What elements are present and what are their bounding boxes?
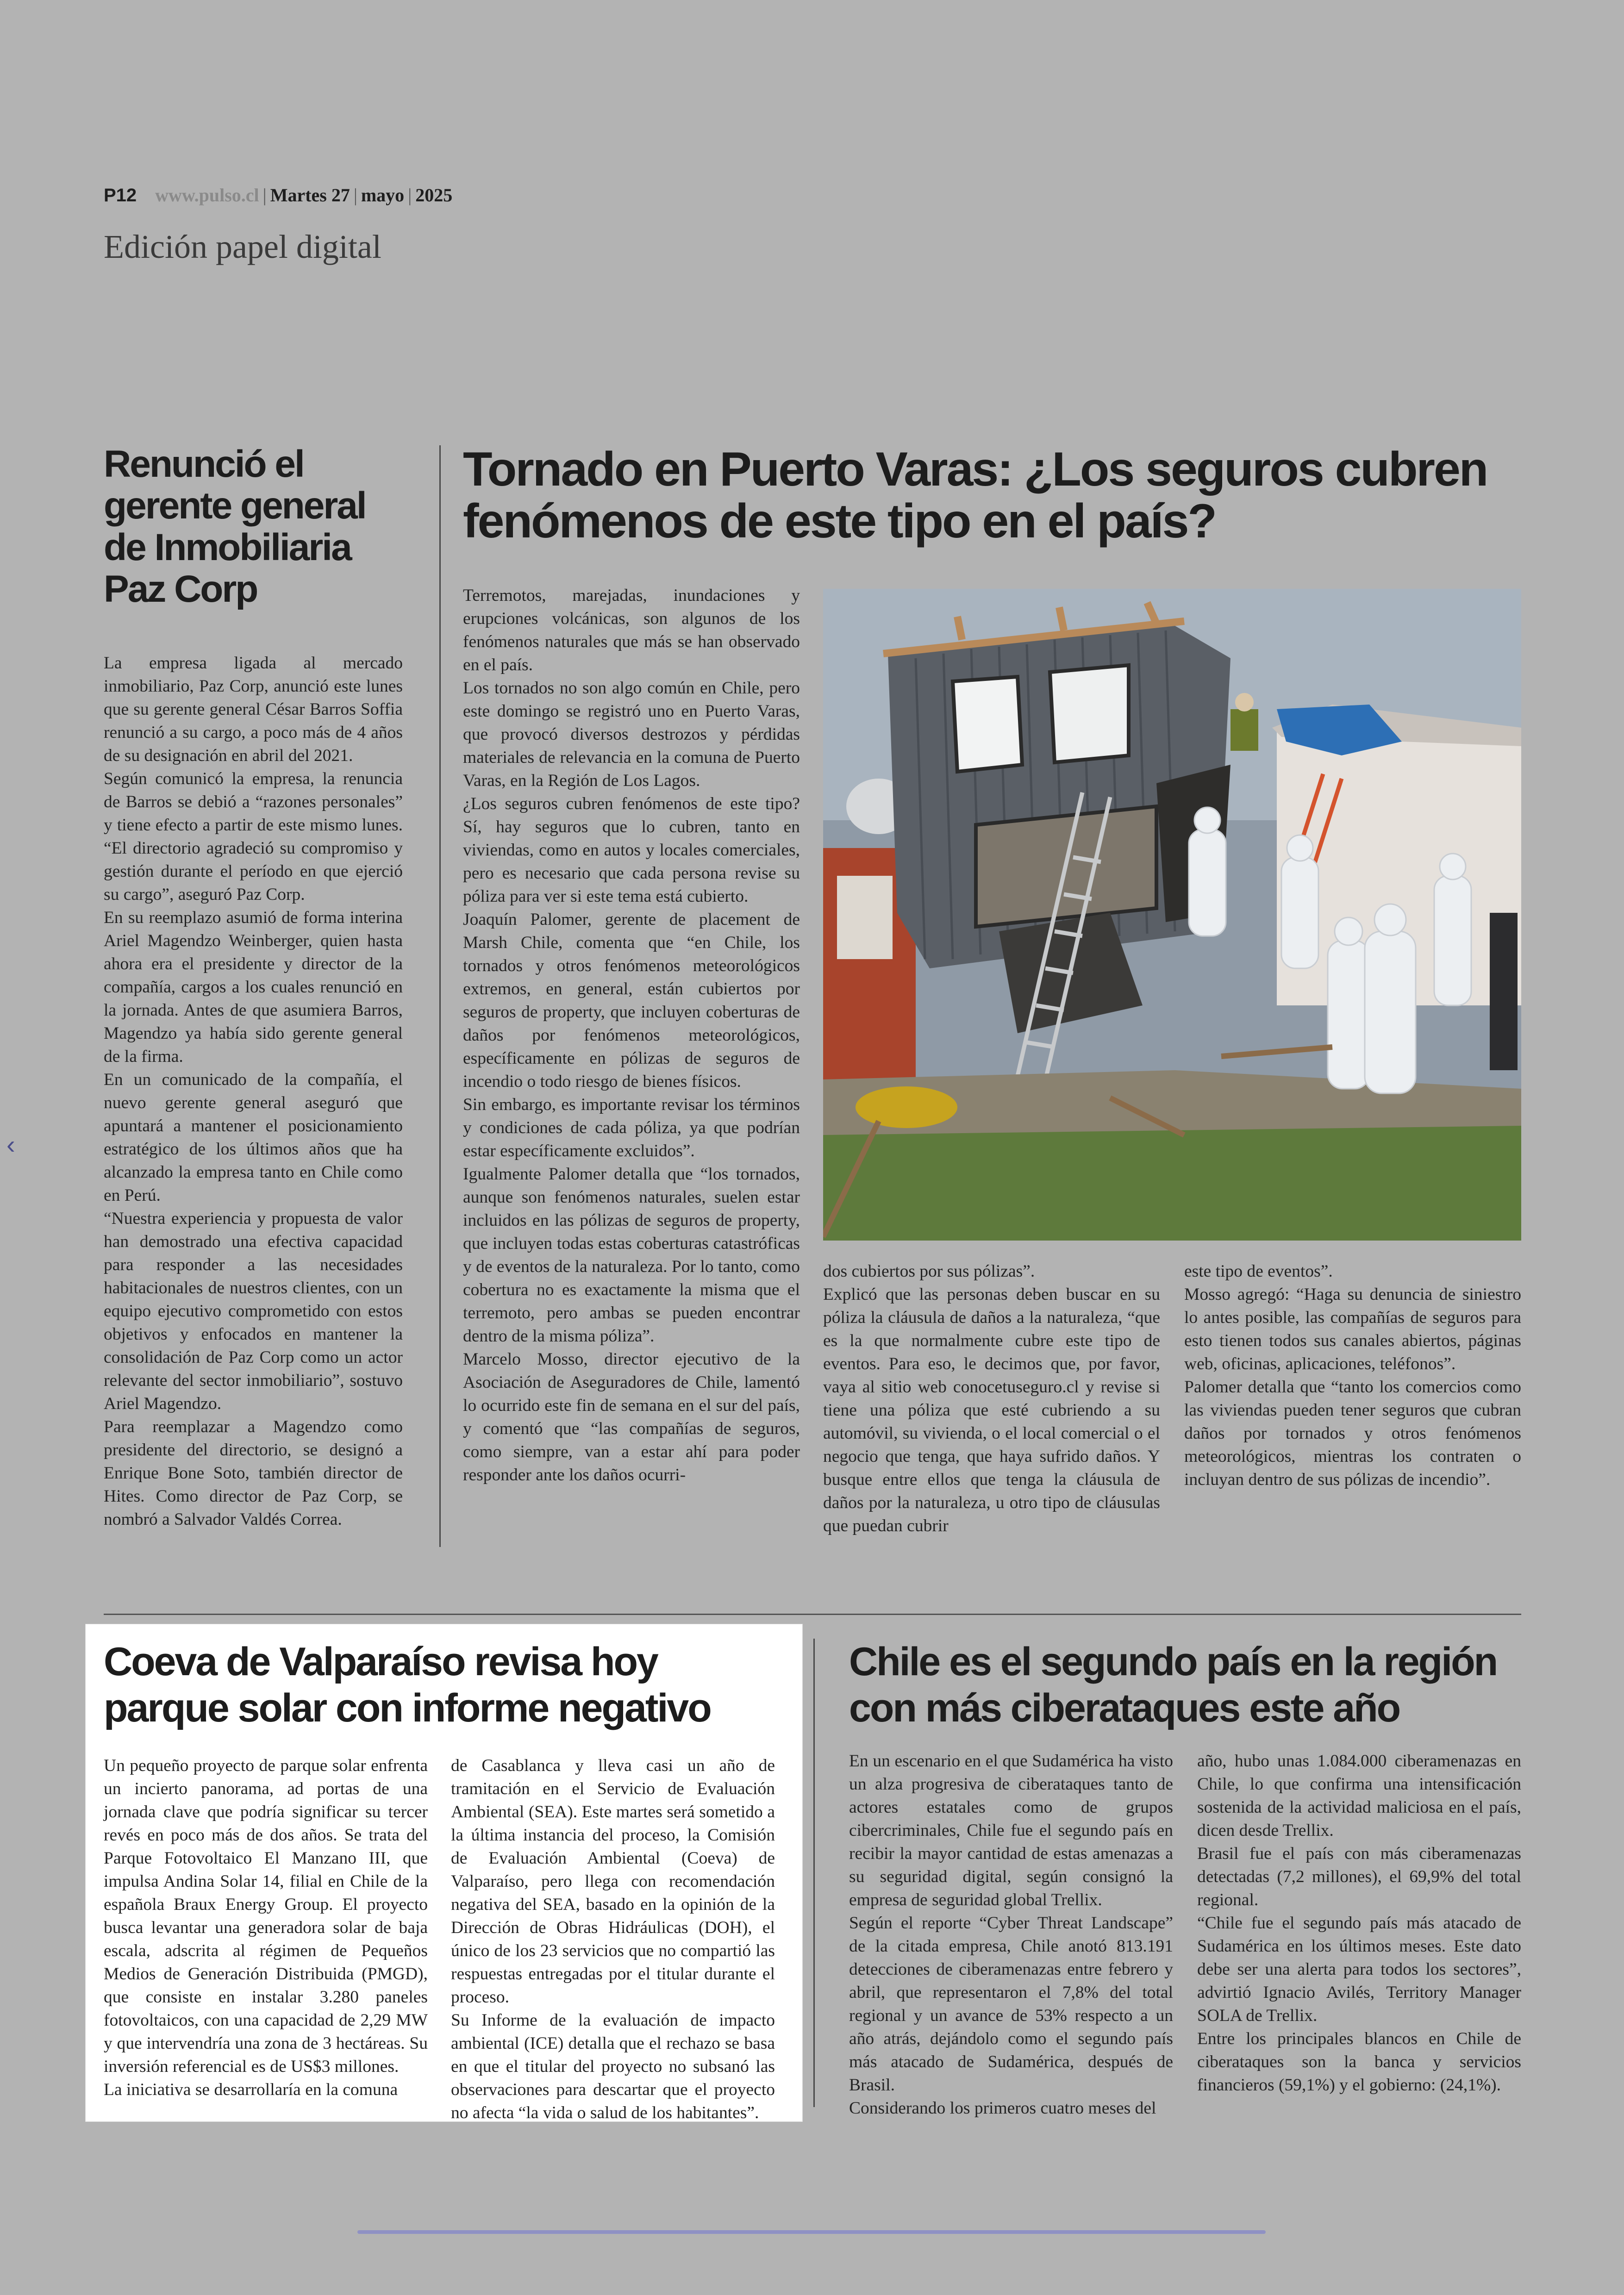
page-header: P12 www.pulso.cl | Martes 27 | mayo | 2025: [104, 185, 453, 206]
paragraph: La empresa ligada al mercado inmobiliario, Paz Corp, anunció este lunes que su gerente general César Barros Soffia renunció a su cargo, a poco más de 4 años de su designación en abril del 2021.: [104, 654, 403, 765]
paragraph: Según comunicó la empresa, la renuncia de Barros se debió a “razones personales” y tiene efecto a partir de este mismo lunes. “El directorio agradeció su compromiso y gestión durante el período en que ejerció su cargo”, aseguró Paz Corp.: [104, 769, 403, 904]
paragraph: Palomer detalla que “tanto los comercios como las viviendas pueden tener seguros que cubran daños por tornados y otros fenómenos meteorológicos, mientras los contraten o incluyan dentro de sus pólizas de incendio”.: [1184, 1378, 1521, 1489]
column-divider: [813, 1639, 815, 2107]
paragraph: Terremotos, marejadas, inundaciones y erupciones volcánicas, son algunos de los fenómenos naturales que más se han observado en el país.: [463, 586, 800, 674]
paragraph: de Casablanca y lleva casi un año de tramitación en el Servicio de Evaluación Ambiental (SEA). Este martes será sometido a la última instancia del proceso, la Comisión de Evaluación Ambiental (Coeva) de Valparaíso, pero llega con recomendación negativa del SEA, basado en la opinión de la Dirección de Obras Hidráulicas (DOH), el único de los 23 servicios que no compartió las respuestas entregadas por el titular durante el proceso.: [451, 1756, 775, 2007]
article-chile-title: Chile es el segundo país en la región con más ciberataques este año: [849, 1640, 1497, 1730]
paragraph: La iniciativa se desarrollaría en la comuna: [104, 2080, 398, 2099]
date-year: 2025: [415, 185, 453, 206]
paragraph: Sin embargo, es importante revisar los términos y condiciones de cada póliza, ya que podrían estar específicamente excluidos”.: [463, 1095, 800, 1160]
paragraph: En un escenario en el que Sudamérica ha visto un alza progresiva de ciberataques tanto de actores estatales como de grupos cibercriminales, Chile fue el segundo país en recibir la mayor cantidad de estas amenazas a su seguridad digital, según consignó la empresa de seguridad global Trellix.: [849, 1752, 1173, 1909]
article-coeva-column-1: [104, 1754, 428, 2102]
paragraph: “Nuestra experiencia y propuesta de valor han demostrado una efectiva capacidad para responder a las necesidades habitacionales de nuestros clientes, con un equipo ejecutivo comprometido con estos objetivos y enfocados en mantener la consolidación de Paz Corp como un actor relevante del sector inmobiliario”, sostuvo Ariel Magendzo.: [104, 1209, 403, 1413]
paragraph: este tipo de eventos”.: [1184, 1262, 1333, 1281]
page-scrollbar[interactable]: [357, 2230, 1266, 2234]
tornado-damage-photo: [823, 589, 1521, 1241]
paragraph: ¿Los seguros cubren fenómenos de este tipo? Sí, hay seguros que lo cubren, tanto en viviendas, como en autos y locales comerciales, pero es necesario que cada persona revise su póliza para ver si este tema está cubierto.: [463, 794, 800, 906]
paragraph: En un comunicado de la compañía, el nuevo gerente general aseguró que apuntará a mantener el posicionamiento estratégico de los últimos años que ha alcanzado la empresa tanto en Chile como en Perú.: [104, 1070, 403, 1205]
article-left-body: [104, 652, 403, 1531]
paragraph: Igualmente Palomer detalla que “los tornados, aunque son fenómenos naturales, suelen estar incluidos en las pólizas de seguros de property, que incluyen todas estas coberturas catastróficas y de eventos de la naturaleza. Por lo tanto, como cobertura no es exactamente la misma que el terremoto, pero ambas se pueden encontrar dentro de la misma póliza”.: [463, 1165, 800, 1346]
date-day: Martes 27: [270, 185, 350, 206]
article-chile-column-1: [849, 1750, 1173, 2120]
page-number: P12: [104, 185, 137, 206]
paragraph: Un pequeño proyecto de parque solar enfrenta un incierto panorama, ad portas de una jornada clave que podría significar su tercer revés en poco más de dos años. Se trata del Parque Fotovoltaico El Manzano III, que impulsa Andina Solar 14, filial en Chile de la española Braux Energy Group. El proyecto busca levantar una generadora solar de baja escala, adscrita al régimen de Pequeños Medios de Generación Distribuida (PMGD), que consiste en instalar 3.280 paneles fotovoltaicos, con una capacidad de 2,29 MW y que intervendría una zona de 3 hectáreas. Su inversión referencial es de US$3 millones.: [104, 1756, 428, 2076]
article-main-column-1: [463, 584, 800, 1487]
site-url[interactable]: www.pulso.cl: [155, 185, 259, 206]
paragraph: Mosso agregó: “Haga su denuncia de siniestro lo antes posible, las compañías de seguros para esto tienen todos sus canales abiertos, páginas web, oficinas, aplicaciones, teléfonos”.: [1184, 1285, 1521, 1373]
paragraph: Para reemplazar a Magendzo como presidente del directorio, se designó a Enrique Bone Soto, también director de Hites. Como director de Paz Corp, se nombró a Salvador Valdés Correa.: [104, 1417, 403, 1529]
paragraph: Marcelo Mosso, director ejecutivo de la Asociación de Aseguradores de Chile, lamentó lo ocurrido este fin de semana en el sur del país, y comentó que “las compañías de seguros, como siempre, van a estar ahí para poder responder ante los daños ocurri-: [463, 1350, 800, 1484]
column-divider: [439, 445, 441, 1547]
paragraph: año, hubo unas 1.084.000 ciberamenazas en Chile, lo que confirma una intensificación sostenida de la actividad maliciosa en el país, dicen desde Trellix.: [1197, 1752, 1521, 1840]
article-chile-column-2: [1197, 1750, 1521, 2097]
article-photo: [823, 589, 1521, 1241]
section-divider: [104, 1614, 1521, 1615]
article-main-column-3: [1184, 1260, 1521, 1491]
paragraph: Joaquín Palomer, gerente de placement de Marsh Chile, comenta que “en Chile, los tornados y otros fenómenos meteorológicos extremos, en general, están cubiertos por seguros de property, que incluyen coberturas de daños por fenómenos meteorológicos, específicamente en pólizas de seguros de incendio o todo riesgo de bienes físicos.: [463, 910, 800, 1091]
date-month: mayo: [361, 185, 405, 206]
paragraph: Su Informe de la evaluación de impacto ambiental (ICE) detalla que el rechazo se basa en que el titular del proyecto no subsanó las observaciones para descartar que el proyecto no afecta “la vida o salud de los habitantes”.: [451, 2011, 775, 2122]
previous-page-icon[interactable]: ‹: [6, 1130, 15, 1159]
paragraph: En su reemplazo asumió de forma interina Ariel Magendzo Weinberger, quien hasta ahora era el presidente y director de la compañía, cargos a los cuales renunció en la jornada. Antes de que asumiera Barros, Magendzo ya había sido gerente general de la firma.: [104, 908, 403, 1066]
edition-label: Edición papel digital: [104, 228, 381, 265]
paragraph: “Chile fue el segundo país más atacado de Sudamérica en los últimos meses. Este dato debe ser una alerta para todos los sectores”, advirtió Ignacio Avilés, Territory Manager SOLA de Trellix.: [1197, 1914, 1521, 2025]
paragraph: Los tornados no son algo común en Chile, pero este domingo se registró uno en Puerto Varas, que provocó diversos destrozos y pérdidas materiales de relevancia en la comuna de Puerto Varas, en la Región de Los Lagos.: [463, 679, 800, 790]
paragraph: Brasil fue el país con más ciberamenazas detectadas (7,2 millones), el 69,9% del total regional.: [1197, 1844, 1521, 1909]
article-left-title: Renunció el gerente general de Inmobiliaria Paz Corp: [104, 443, 366, 610]
article-main-title: Tornado en Puerto Varas: ¿Los seguros cubren fenómenos de este tipo en el país?: [463, 443, 1487, 548]
article-coeva-column-2: [451, 1754, 775, 2125]
article-main-column-2: [823, 1260, 1160, 1538]
paragraph: Entre los principales blancos en Chile de ciberataques son la banca y servicios financieros (59,1%) y el gobierno: (24,1%).: [1197, 2029, 1521, 2095]
paragraph: Considerando los primeros cuatro meses del: [849, 2099, 1156, 2118]
paragraph: Explicó que las personas deben buscar en su póliza la cláusula de daños a la naturaleza, “que es la que normalmente cubre este tipo de eventos. Para eso, le decimos que, por favor, vaya al sitio web conocetuseguro.cl y revise si tiene una póliza que esté cubriendo a su automóvil, su vivienda, o el local comercial o el negocio que tenga, que haya sufrido daños. Y busque entre ellos que tenga la cláusula de daños por la naturaleza, u otro tipo de cláusulas que puedan cubrir: [823, 1285, 1160, 1535]
paragraph: dos cubiertos por sus pólizas”.: [823, 1262, 1035, 1281]
article-coeva-title: Coeva de Valparaíso revisa hoy parque solar con informe negativo: [104, 1640, 711, 1730]
paragraph: Según el reporte “Cyber Threat Landscape” de la citada empresa, Chile anotó 813.191 detecciones de ciberamenazas entre febrero y abril, que representaron el 7,8% del total regional y un avance de 53% respecto a un año atrás, dejándolo como el segundo país más atacado de Sudamérica, después de Brasil.: [849, 1914, 1173, 2095]
